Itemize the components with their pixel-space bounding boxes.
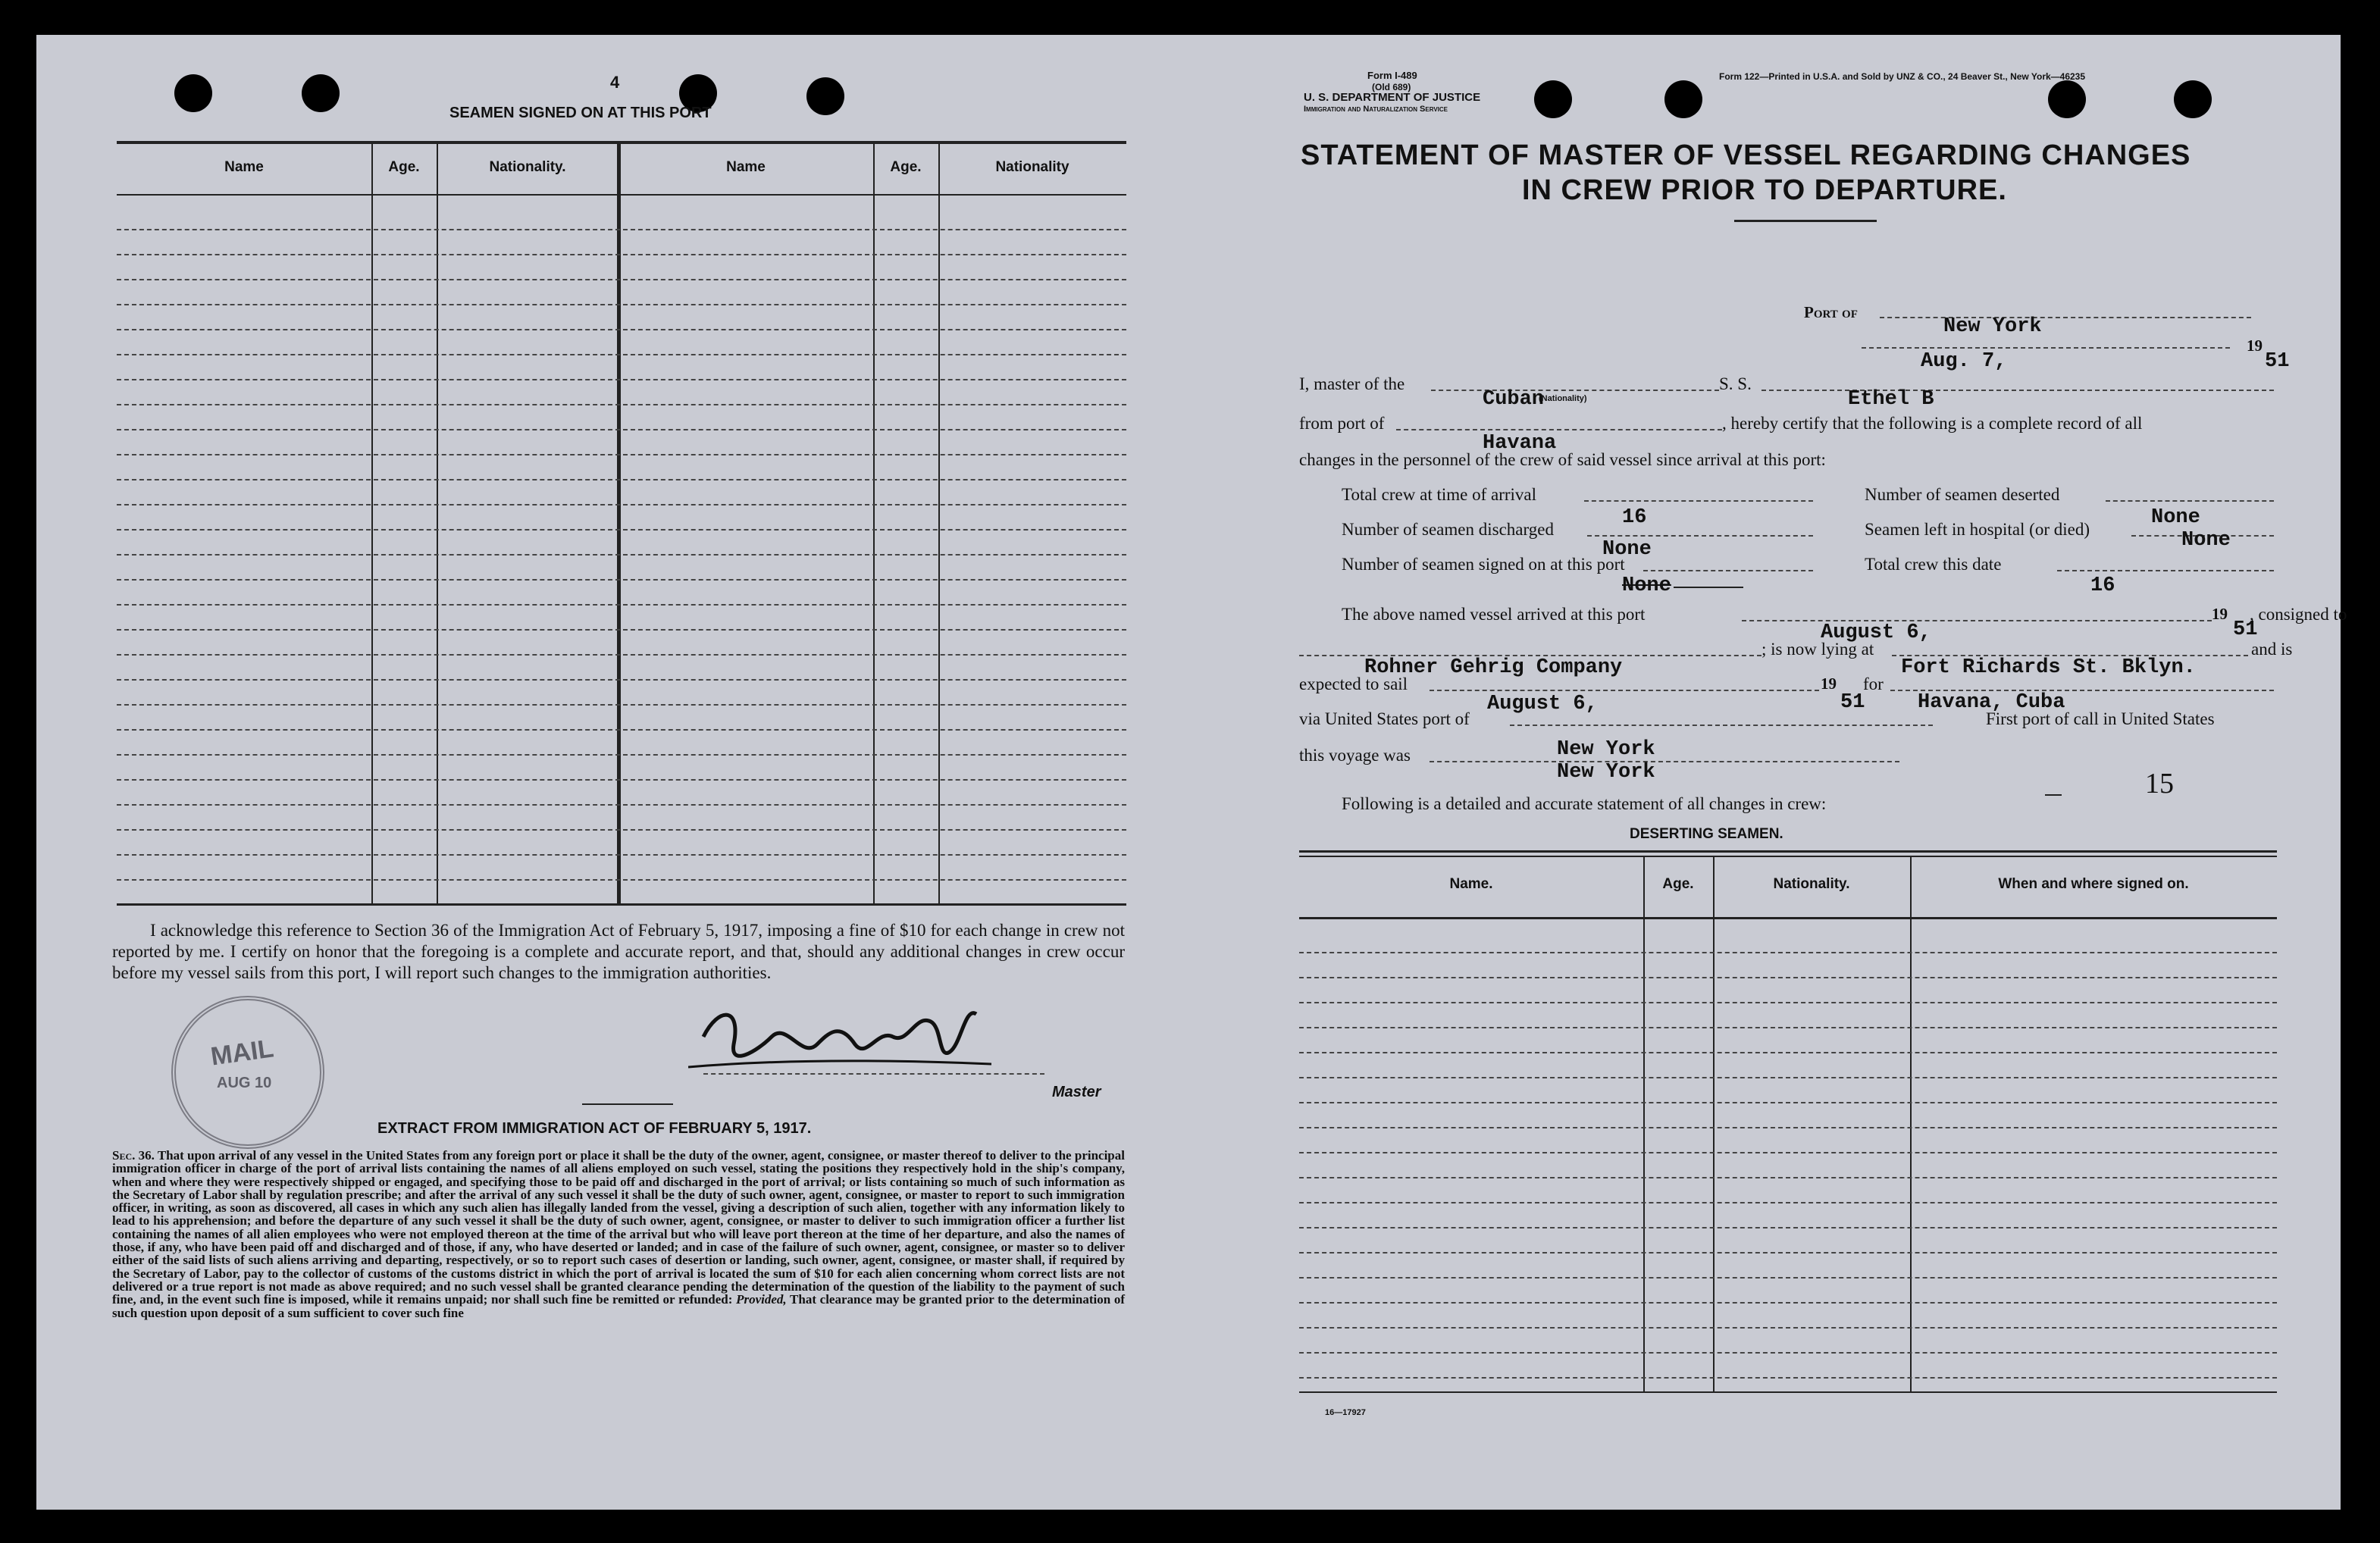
- table-row-line: [117, 854, 1126, 856]
- arrived-year: 51: [2233, 618, 2258, 641]
- discharged-label: Number of seamen discharged: [1342, 520, 1554, 539]
- hospital-value: None: [2181, 529, 2231, 552]
- table-row-line: [117, 429, 1126, 430]
- extract-section: Sec. 36.: [112, 1148, 155, 1163]
- desert-row-line: [1299, 1052, 2277, 1053]
- col-header-name-2: Name: [726, 159, 766, 175]
- desert-row-line: [1299, 1077, 2277, 1078]
- master-signature: [688, 991, 991, 1082]
- title-underline: [1734, 220, 1877, 222]
- changes-text: changes in the personnel of the crew of said vessel since arrival at this port:: [1299, 450, 1826, 469]
- first-port-label: First port of call in United States: [1986, 709, 2215, 728]
- extract-provided: Provided,: [736, 1292, 787, 1307]
- desert-row-line: [1299, 1252, 2277, 1253]
- desert-col-divider: [1643, 857, 1645, 1391]
- table-row-line: [117, 879, 1126, 881]
- desert-row-line: [1299, 1177, 2277, 1178]
- voyage-line: [1430, 761, 1899, 762]
- via-value: New York: [1557, 738, 1655, 761]
- port-of-label: Port of: [1804, 303, 1858, 321]
- desert-row-line: [1299, 1302, 2277, 1304]
- voyage-value: New York: [1557, 761, 1655, 784]
- desert-row-line: [1299, 952, 2277, 953]
- via-label: via United States port of: [1299, 709, 1470, 728]
- desert-row-line: [1299, 1127, 2277, 1128]
- desert-table-bottom: [1299, 1391, 2277, 1393]
- service: Immigration and Naturalization Service: [1304, 105, 1448, 114]
- total-arrival-line: [1584, 500, 1813, 502]
- col-header-nationality-2: Nationality: [995, 159, 1069, 175]
- table-bottom-rule: [117, 903, 1126, 906]
- table-row-line: [117, 479, 1126, 480]
- department: U. S. DEPARTMENT OF JUSTICE: [1304, 91, 1481, 104]
- from-port-line: [1396, 429, 1722, 430]
- mail-stamp: [171, 996, 324, 1149]
- desert-row-line: [1299, 1277, 2277, 1279]
- desert-col-nationality: Nationality.: [1773, 876, 1850, 892]
- document-scan: [36, 35, 2347, 1510]
- following-label: Following is a detailed and accurate statement of all changes in crew:: [1342, 794, 1827, 813]
- deserted-line: [2106, 500, 2274, 502]
- table-row-line: [117, 754, 1126, 756]
- nationality-label: (Nationality): [1539, 394, 1587, 403]
- table-row-line: [117, 454, 1126, 455]
- desert-row-line: [1299, 1152, 2277, 1153]
- deserted-label: Number of seamen deserted: [1865, 485, 2060, 504]
- date-line: [1862, 347, 2230, 349]
- master-signature-line: [703, 1073, 1044, 1075]
- vessel-name: Ethel B: [1848, 388, 1934, 411]
- desert-row-line: [1299, 1027, 2277, 1028]
- footer-code: 16—17927: [1325, 1408, 1366, 1417]
- table-header-rule: [117, 194, 1126, 196]
- col-header-nationality: Nationality.: [489, 159, 566, 175]
- consigned-label: , consigned to: [2250, 605, 2347, 624]
- via-line: [1510, 725, 1933, 726]
- col-header-age-2: Age.: [890, 159, 922, 175]
- form-number: Form I-489: [1367, 70, 1417, 81]
- consignee-value: Rohner Gehrig Company: [1364, 656, 1623, 679]
- number-dash: [2045, 794, 2062, 796]
- table-row-line: [117, 629, 1126, 631]
- form-old-number: (Old 689): [1372, 82, 1411, 92]
- master-label: Master: [1052, 1084, 1101, 1100]
- desert-row-line: [1299, 1352, 2277, 1354]
- table-row-line: [117, 554, 1126, 556]
- desert-col-divider: [1910, 857, 1912, 1391]
- lying-label: ; is now lying at: [1762, 640, 1874, 659]
- page-number: 4: [610, 73, 620, 92]
- table-row-line: [117, 779, 1126, 781]
- signed-on-value: None: [1602, 538, 1652, 561]
- total-date-value: 16: [2090, 574, 2115, 597]
- year-prefix: 19: [2247, 336, 2263, 355]
- table-row-line: [117, 504, 1126, 505]
- struck-rule: [1674, 587, 1743, 588]
- table-row-line: [117, 829, 1126, 831]
- sail-for: Havana, Cuba: [1918, 691, 2065, 714]
- table-row-line: [117, 604, 1126, 606]
- stamp-text: MAIL: [208, 1034, 276, 1072]
- col-divider: [873, 144, 875, 903]
- table-row-line: [117, 529, 1126, 531]
- stamp-date: AUG 10: [217, 1075, 272, 1091]
- table-top-rule: [117, 141, 1126, 144]
- desert-col-name: Name.: [1449, 876, 1493, 892]
- signed-on-label: Number of seamen signed on at this port: [1342, 555, 1625, 574]
- total-arrival-label: Total crew at time of arrival: [1342, 485, 1537, 504]
- sail-year: 51: [1840, 691, 1865, 714]
- col-header-name: Name: [224, 159, 264, 175]
- certify-text: , hereby certify that the following is a complete record of all: [1722, 414, 2143, 433]
- voyage-label: this voyage was: [1299, 746, 1411, 765]
- ss-label: S. S.: [1719, 374, 1752, 393]
- table-row-line: [117, 654, 1126, 656]
- table-row-line: [117, 304, 1126, 305]
- desert-row-line: [1299, 1377, 2277, 1379]
- deserting-title: DESERTING SEAMEN.: [1630, 826, 1783, 842]
- signed-on-title: SEAMEN SIGNED ON AT THIS PORT: [449, 105, 712, 121]
- from-port-label: from port of: [1299, 414, 1385, 433]
- table-row-line: [117, 804, 1126, 806]
- right-page: [1188, 35, 2347, 1510]
- desert-table-top-2: [1299, 856, 2277, 857]
- acknowledgment-text: I acknowledge this reference to Section 36 of the Immigration Act of February 5, 1917, imposing a fine of $10 for each change in crew not reported by me. I certify on honor that the foregoing is a complete and accurate report, and that, should any additional changes in crew occur before my vessel sails from this port, I will report such changes to the immigration authorities.: [112, 921, 1125, 982]
- extract-tail: That clearance may be granted prior to the determination of such question upon deposit of a sum sufficient to cover such fine: [112, 1292, 1126, 1320]
- table-row-line: [117, 354, 1126, 355]
- discharged-line: [1587, 535, 1813, 537]
- col-divider: [617, 144, 621, 903]
- total-date-label: Total crew this date: [1865, 555, 2002, 574]
- statement-title-line1: STATEMENT OF MASTER OF VESSEL REGARDING CHANGES: [1301, 139, 2191, 171]
- master-of-line: [1431, 390, 1719, 391]
- expected-line: [1430, 690, 1819, 691]
- expected-label: expected to sail: [1299, 674, 1408, 693]
- table-row-line: [117, 329, 1126, 330]
- sail-date: August 6,: [1487, 693, 1598, 715]
- struck-value: None: [1622, 574, 1671, 597]
- desert-row-line: [1299, 1202, 2277, 1203]
- col-divider: [938, 144, 940, 903]
- discharged-value: 16: [1622, 506, 1647, 529]
- col-divider: [437, 144, 438, 903]
- hospital-label: Seamen left in hospital (or died): [1865, 520, 2090, 539]
- table-row-line: [117, 229, 1126, 230]
- and-is-label: and is: [2251, 640, 2293, 659]
- desert-col-age: Age.: [1662, 876, 1694, 892]
- arrived-line: [1742, 620, 2212, 621]
- desert-row-line: [1299, 1327, 2277, 1329]
- signed-on-line: [1643, 570, 1813, 571]
- port-of-line: [1880, 317, 2251, 318]
- table-row-line: [117, 279, 1126, 280]
- date-value: Aug. 7,: [1921, 350, 2007, 373]
- table-row-line: [117, 579, 1126, 581]
- desert-col-signed-on: When and where signed on.: [1998, 876, 2189, 892]
- desert-row-line: [1299, 1102, 2277, 1103]
- table-row-line: [117, 254, 1126, 255]
- port-of-value: New York: [1943, 315, 2042, 338]
- lying-value: Fort Richards St. Bklyn.: [1901, 656, 2196, 679]
- master-of-the-label: I, master of the: [1299, 374, 1405, 393]
- printer-line: Form 122—Printed in U.S.A. and Sold by UNZ & CO., 24 Beaver St., New York—46235: [1719, 71, 2086, 82]
- extract-text: [112, 1149, 1125, 1319]
- sail-year-prefix: 19: [1821, 674, 1837, 693]
- arrived-label: The above named vessel arrived at this port: [1342, 605, 1646, 624]
- table-row-line: [117, 679, 1126, 681]
- from-port-value: Havana: [1483, 432, 1557, 455]
- table-row-line: [117, 404, 1126, 405]
- extract-rule: [582, 1103, 673, 1105]
- handwritten-number: 15: [2145, 768, 2174, 800]
- total-date-line: [2057, 570, 2274, 571]
- year-value: 51: [2265, 350, 2290, 373]
- ss-line: [1762, 390, 2274, 391]
- col-header-age: Age.: [388, 159, 420, 175]
- table-row-line: [117, 704, 1126, 706]
- desert-row-line: [1299, 1227, 2277, 1228]
- statement-title-line2: IN CREW PRIOR TO DEPARTURE.: [1522, 174, 2007, 206]
- desert-table-header-rule: [1299, 917, 2277, 919]
- arrived-year-prefix: 19: [2212, 605, 2228, 623]
- desert-col-divider: [1713, 857, 1715, 1391]
- for-label: for: [1863, 674, 1884, 693]
- col-divider: [371, 144, 373, 903]
- desert-table-top: [1299, 850, 2277, 853]
- arrived-date: August 6,: [1821, 621, 1931, 644]
- extract-title: EXTRACT FROM IMMIGRATION ACT OF FEBRUARY 5, 1917.: [377, 1120, 812, 1137]
- extract-body: That upon arrival of any vessel in the United States from any foreign port or place it shall be the duty of the owner, agent, consignee, or master thereof to deliver to the principal immigration officer in charge of the port of arrival lists containing the names of all aliens employed on such vessel, stating the positions they respectively hold in the ship's company, when and where they were respectively shipped or engaged, and specifying those to be paid off and discharged in the port of arrival; or lists containing so much of such information as the Secretary of Labor shall by regulation prescribe; and after the arrival of any such vessel it shall be the duty of such owner, agent, consignee, or master to report to such immigration officer, in writing, as soon as discovered, all cases in which any such alien has illegally landed from the vessel, giving a description of such alien, together with any information likely to lead to his apprehension; and before the departure of any such vessel it shall be the duty of such owner, agent, consignee, or master to deliver to such immigration officer a further list containing the names of all alien employees who were not employed thereon at the time of the arrival but who will leave port thereon at the time of her departure, and also the names of those, if any, who have been paid off and discharged and of those, if any, who have deserted or landed; and in case of the failure of such owner, agent, consignee, or master so to deliver either of the said lists of such aliens arriving and departing, respectively, or so to report such cases of desertion or landing, such owner, agent, consignee, or master shall, if required by the Secretary of Labor, pay to the collector of customs of the customs district in which the port of arrival is located the sum of $10 for each alien concerning whom correct lists are not delivered or a true report is not made as above required; and no such vessel shall be granted clearance pending the determination of the question of the liability to the payment of such fine, and, in the event such fine is imposed, while it remains unpaid; nor shall such fine be remitted or refunded:: [112, 1148, 1125, 1307]
- desert-row-line: [1299, 1002, 2277, 1003]
- table-row-line: [117, 729, 1126, 731]
- desert-row-line: [1299, 977, 2277, 978]
- left-page: [36, 35, 1188, 1510]
- table-row-line: [117, 379, 1126, 380]
- deserted-value: None: [2151, 506, 2200, 529]
- nationality-value: Cuban: [1483, 388, 1545, 411]
